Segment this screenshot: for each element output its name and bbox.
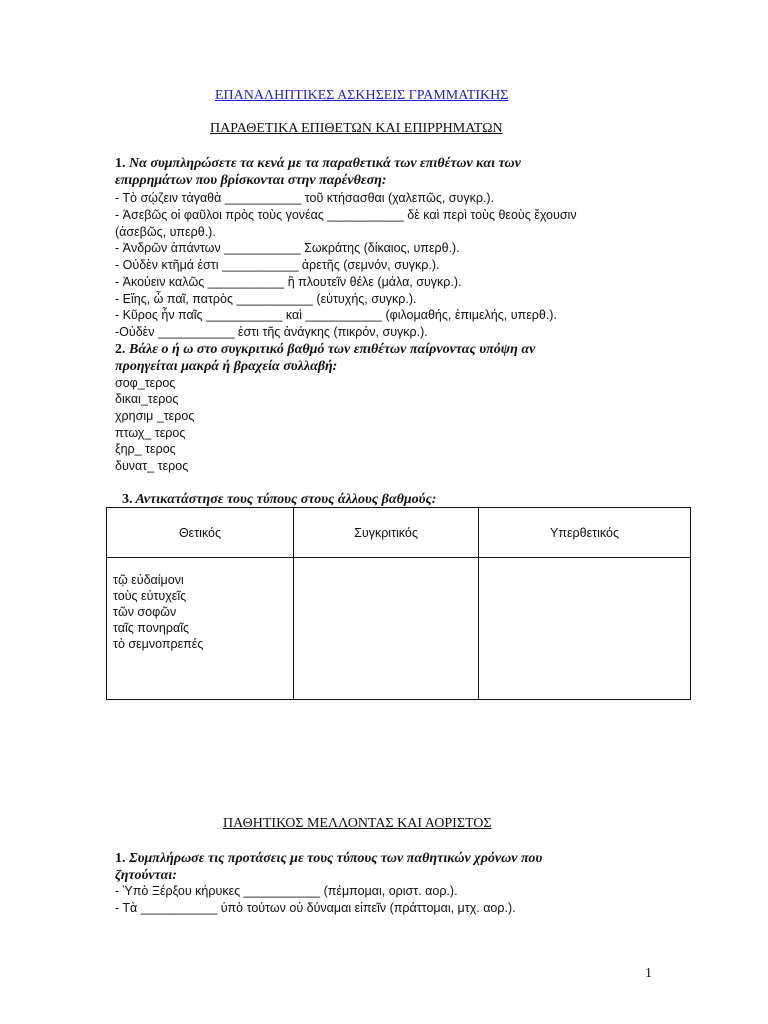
s2-q1-number: 1.	[115, 851, 126, 866]
q2-number: 2.	[115, 342, 126, 357]
q2-item-2: δικαι_τερος	[115, 392, 179, 406]
s2-q1-instruction-text: Συμπλήρωσε τις προτάσεις με τους τύπους των παθητικών χρόνων που	[129, 851, 543, 866]
q1-sentence-8: -Οὐδὲν ___________ ἐστι τῆς ἀνάγκης (πικρόν, συγκρ.).	[115, 325, 428, 339]
table-row	[107, 558, 691, 700]
q2-instruction-text: Βάλε ο ή ω στο συγκριτικό βαθμό των επιθέτων παίρνοντας υπόψη αν	[129, 342, 536, 357]
table-header-row	[107, 508, 691, 558]
q3-instruction-text: Αντικατάστησε τους τύπους στους άλλους βαθμούς:	[135, 492, 437, 507]
q2-item-5: ξηρ_ τερος	[115, 442, 176, 456]
q2-instruction-line2: προηγείται μακρά ή βραχεία συλλαβή:	[115, 359, 338, 374]
q1-instruction-text: Να συμπληρώσετε τα κενά με τα παραθετικά των επιθέτων και των	[129, 156, 521, 171]
q1-sentence-2-cont: (ἀσεβῶς, υπερθ.).	[115, 225, 216, 239]
q1-sentence-2: - Ἀσεβῶς οἱ φαῦλοι πρὸς τοὺς γονέας ___________ δὲ καὶ περὶ τοὺς θεοὺς ἔχουσιν	[115, 208, 577, 222]
q2-item-4: πτωχ_ τερος	[115, 426, 186, 440]
q1-number: 1.	[115, 156, 126, 171]
q1-instruction-line1	[115, 155, 685, 172]
s2-q1-instruction-line1	[115, 850, 542, 867]
positive-form-4: ταῖς πονηραῖς	[113, 621, 190, 635]
positive-form-5: τὸ σεμνοπρεπές	[113, 637, 204, 651]
q1-sentence-6: - Εἴης, ὦ παῖ, πατρὸς ___________ (εὐτυχής, συγκρ.).	[115, 292, 417, 306]
q1-sentence-4: - Οὐδὲν κτῆμά ἐστι ___________ ἀρετῆς (σεμνόν, συγκρ.).	[115, 258, 440, 272]
header-superlative: Υπερθετικός	[479, 508, 691, 558]
section1-heading: ΠΑΡΑΘΕΤΙΚΑ ΕΠΙΘΕΤΩΝ ΚΑΙ ΕΠΙΡΡΗΜΑΤΩΝ	[210, 121, 503, 136]
header-comparative: Συγκριτικός	[294, 508, 479, 558]
q2-item-1: σοφ_τερος	[115, 376, 176, 390]
s2-q1-instruction-line2: ζητούνται:	[115, 868, 177, 883]
positive-form-1: τῷ εὐδαίμονι	[113, 573, 184, 587]
header-positive: Θετικός	[107, 508, 294, 558]
positive-cell	[107, 558, 294, 700]
positive-form-2: τοὺς εὐτυχεῖς	[113, 589, 187, 603]
comparative-answer-cell[interactable]	[294, 558, 479, 700]
q2-instruction-line1	[115, 341, 535, 358]
q1-sentence-5: - Ἀκούειν καλῶς ___________ ἢ πλουτεῖν θέλε (μάλα, συγκρ.).	[115, 275, 462, 289]
q3-instruction	[122, 491, 436, 508]
positive-form-3: τῶν σοφῶν	[113, 605, 177, 619]
superlative-answer-cell[interactable]	[479, 558, 691, 700]
s2-q1-sentence-2: - Τὰ ___________ ὑπὸ τούτων οὐ δύναμαι εἰπεῖν (πράττομαι, μτχ. αορ.).	[115, 901, 516, 915]
document-title: ΕΠΑΝΑΛΗΠΤΙΚΕΣ ΑΣΚΗΣΕΙΣ ΓΡΑΜΜΑΤΙΚΗΣ	[215, 88, 509, 103]
q1-sentence-3: - Ἀνδρῶν ἁπάντων ___________ Σωκράτης (δίκαιος, υπερθ.).	[115, 241, 460, 255]
s2-q1-sentence-1: - Ὑπὸ Ξέρξου κήρυκες ___________ (πέμπομαι, οριστ. αορ.).	[115, 884, 458, 898]
q1-sentence-7: - Κῦρος ἦν παῖς ___________ καὶ ___________ (φιλομαθής, ἐπιμελής, υπερθ.).	[115, 308, 557, 322]
q1-sentence-1: - Τὸ σῴζειν τἀγαθὰ ___________ τοῦ κτήσασθαι (χαλεπῶς, συγκρ.).	[115, 191, 495, 205]
section2-heading: ΠΑΘΗΤΙΚΟΣ ΜΕΛΛΟΝΤΑΣ ΚΑΙ ΑΟΡΙΣΤΟΣ	[223, 816, 492, 831]
q2-item-3: χρησιμ _τερος	[115, 409, 195, 423]
degrees-table	[106, 507, 691, 700]
q2-item-6: δυνατ_ τερος	[115, 459, 189, 473]
q1-instruction-line2: επιρρημάτων που βρίσκονται στην παρένθεση:	[115, 173, 387, 188]
q3-number: 3.	[122, 492, 133, 507]
page-number: 1	[645, 966, 652, 981]
